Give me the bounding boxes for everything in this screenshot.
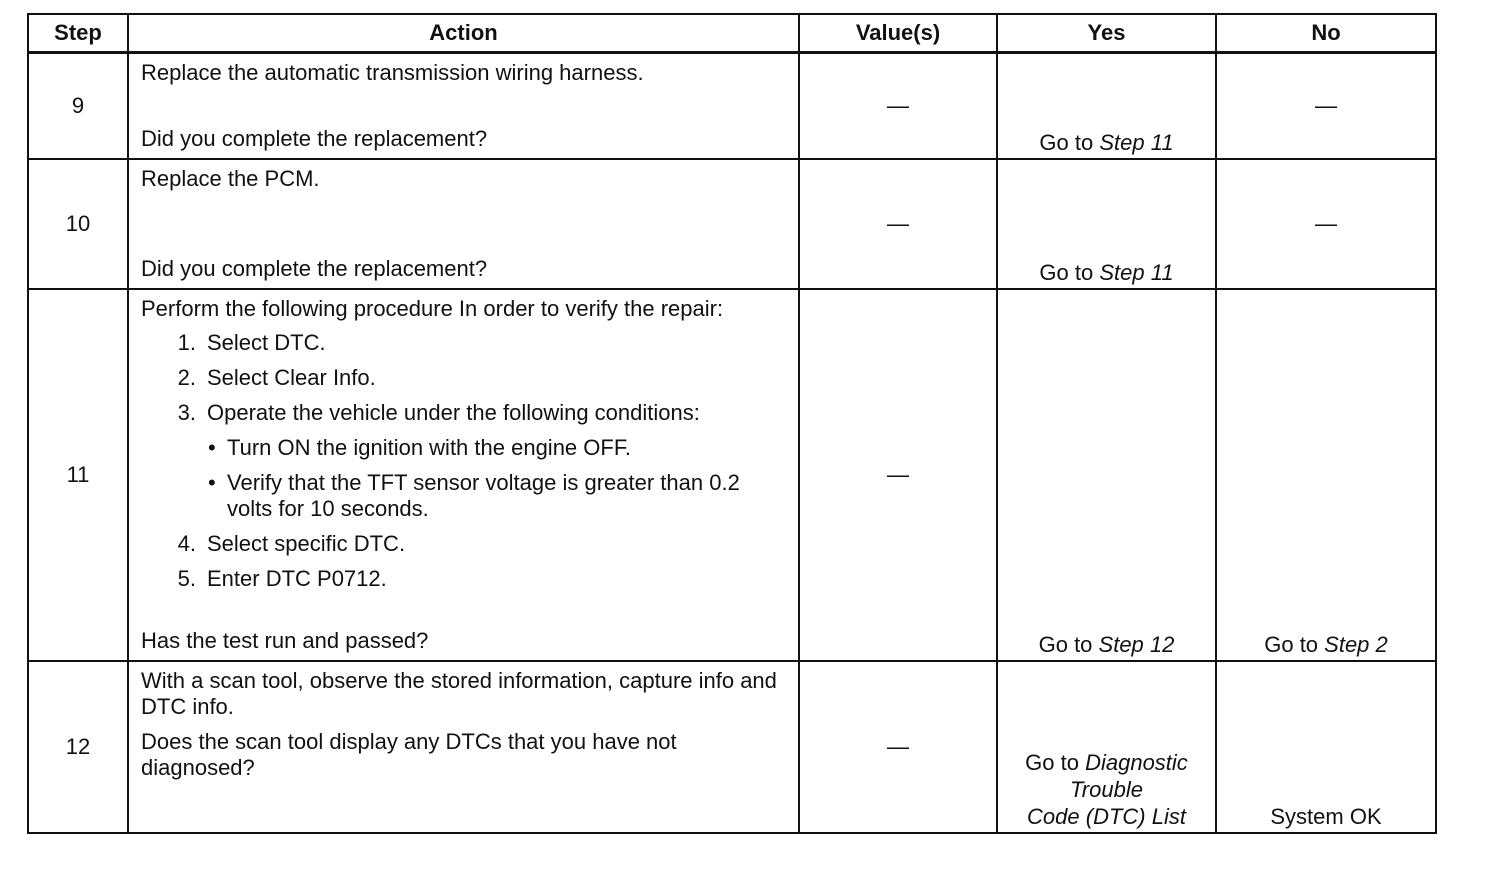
value-cell [799, 289, 997, 661]
no-goto[interactable] [1264, 631, 1388, 658]
list-text: Verify that the TFT sensor voltage is greater than 0.2 volts for 10 seconds. [227, 470, 740, 521]
no-result: System OK [1270, 804, 1382, 829]
no-cell [1216, 159, 1436, 289]
action-question: Did you complete the replacement? [141, 126, 488, 151]
list-number: 3. [177, 400, 196, 425]
goto-target-line1: Diagnostic [1085, 750, 1188, 775]
no-cell [1216, 661, 1436, 833]
header-row [28, 14, 1436, 53]
list-item [208, 470, 786, 522]
yes-goto[interactable] [1039, 129, 1173, 156]
dash-symbol: — [887, 93, 909, 118]
action-cell [128, 159, 799, 289]
list-text: Select specific DTC. [207, 531, 406, 556]
dash-symbol: — [1315, 211, 1337, 236]
action-question: Does the scan tool display any DTCs that you have not diagnosed? [141, 729, 677, 780]
header-values: Value(s) [799, 14, 997, 53]
yes-cell [997, 53, 1216, 160]
goto-prefix: Go to [1038, 632, 1099, 657]
list-item [141, 365, 786, 391]
action-intro: Perform the following procedure In order to verify the repair: [141, 296, 724, 321]
yes-cell [997, 661, 1216, 833]
goto-target: Step 12 [1098, 632, 1175, 657]
no-cell [1216, 53, 1436, 160]
dash-symbol: — [887, 462, 909, 487]
yes-cell [997, 289, 1216, 661]
dash-symbol: — [887, 734, 909, 759]
list-item [208, 435, 786, 461]
list-item [141, 330, 786, 356]
goto-prefix: Go to [1039, 130, 1100, 155]
goto-target-line3: Code (DTC) List [1027, 804, 1186, 829]
diagnostic-table [27, 13, 1437, 834]
goto-prefix: Go to [1264, 632, 1325, 657]
list-text: Turn ON the ignition with the engine OFF. [227, 435, 631, 460]
action-cell [128, 53, 799, 160]
list-number: 4. [177, 531, 196, 556]
list-item [141, 531, 786, 557]
header-yes: Yes [997, 14, 1216, 53]
yes-goto[interactable] [1039, 631, 1175, 658]
action-cell [128, 661, 799, 833]
goto-target: Step 11 [1099, 130, 1174, 155]
list-number: 2. [177, 365, 196, 390]
list-text: Select DTC. [207, 330, 326, 355]
list-item [141, 566, 786, 592]
conditions-list [208, 435, 786, 522]
step-number: 9 [28, 53, 128, 160]
value-cell [799, 661, 997, 833]
action-text: Replace the automatic transmission wiring harness. [141, 60, 644, 85]
header-no: No [1216, 14, 1436, 53]
bullet-icon: • [208, 470, 216, 495]
table-row-step-12 [28, 661, 1436, 833]
yes-goto[interactable] [1025, 749, 1188, 830]
list-number: 5. [177, 566, 196, 591]
procedure-list [141, 330, 786, 592]
action-question: Did you complete the replacement? [141, 256, 488, 281]
value-cell [799, 53, 997, 160]
table-row-step-11 [28, 289, 1436, 661]
list-text: Operate the vehicle under the following conditions: [207, 400, 700, 425]
list-text: Select Clear Info. [207, 365, 376, 390]
dash-symbol: — [1315, 93, 1337, 118]
action-text: Replace the PCM. [141, 166, 320, 191]
goto-prefix: Go to [1025, 750, 1086, 775]
goto-target: Step 11 [1099, 260, 1174, 285]
step-number: 10 [28, 159, 128, 289]
step-number: 11 [28, 289, 128, 661]
yes-goto[interactable] [1039, 259, 1173, 286]
list-item [141, 400, 786, 522]
action-intro: With a scan tool, observe the stored information, capture info and DTC info. [141, 668, 777, 719]
list-text: Enter DTC P0712. [207, 566, 387, 591]
step-number: 12 [28, 661, 128, 833]
value-cell [799, 159, 997, 289]
goto-prefix: Go to [1039, 260, 1100, 285]
list-number: 1. [177, 330, 196, 355]
no-cell [1216, 289, 1436, 661]
bullet-icon: • [208, 435, 216, 460]
action-cell [128, 289, 799, 661]
table-row-step-10 [28, 159, 1436, 289]
header-action: Action [128, 14, 799, 53]
dash-symbol: — [887, 211, 909, 236]
action-question: Has the test run and passed? [141, 628, 429, 653]
goto-target: Step 2 [1324, 632, 1388, 657]
header-step: Step [28, 14, 128, 53]
goto-target-line2: Trouble [1070, 777, 1143, 802]
table-row-step-9 [28, 53, 1436, 160]
yes-cell [997, 159, 1216, 289]
